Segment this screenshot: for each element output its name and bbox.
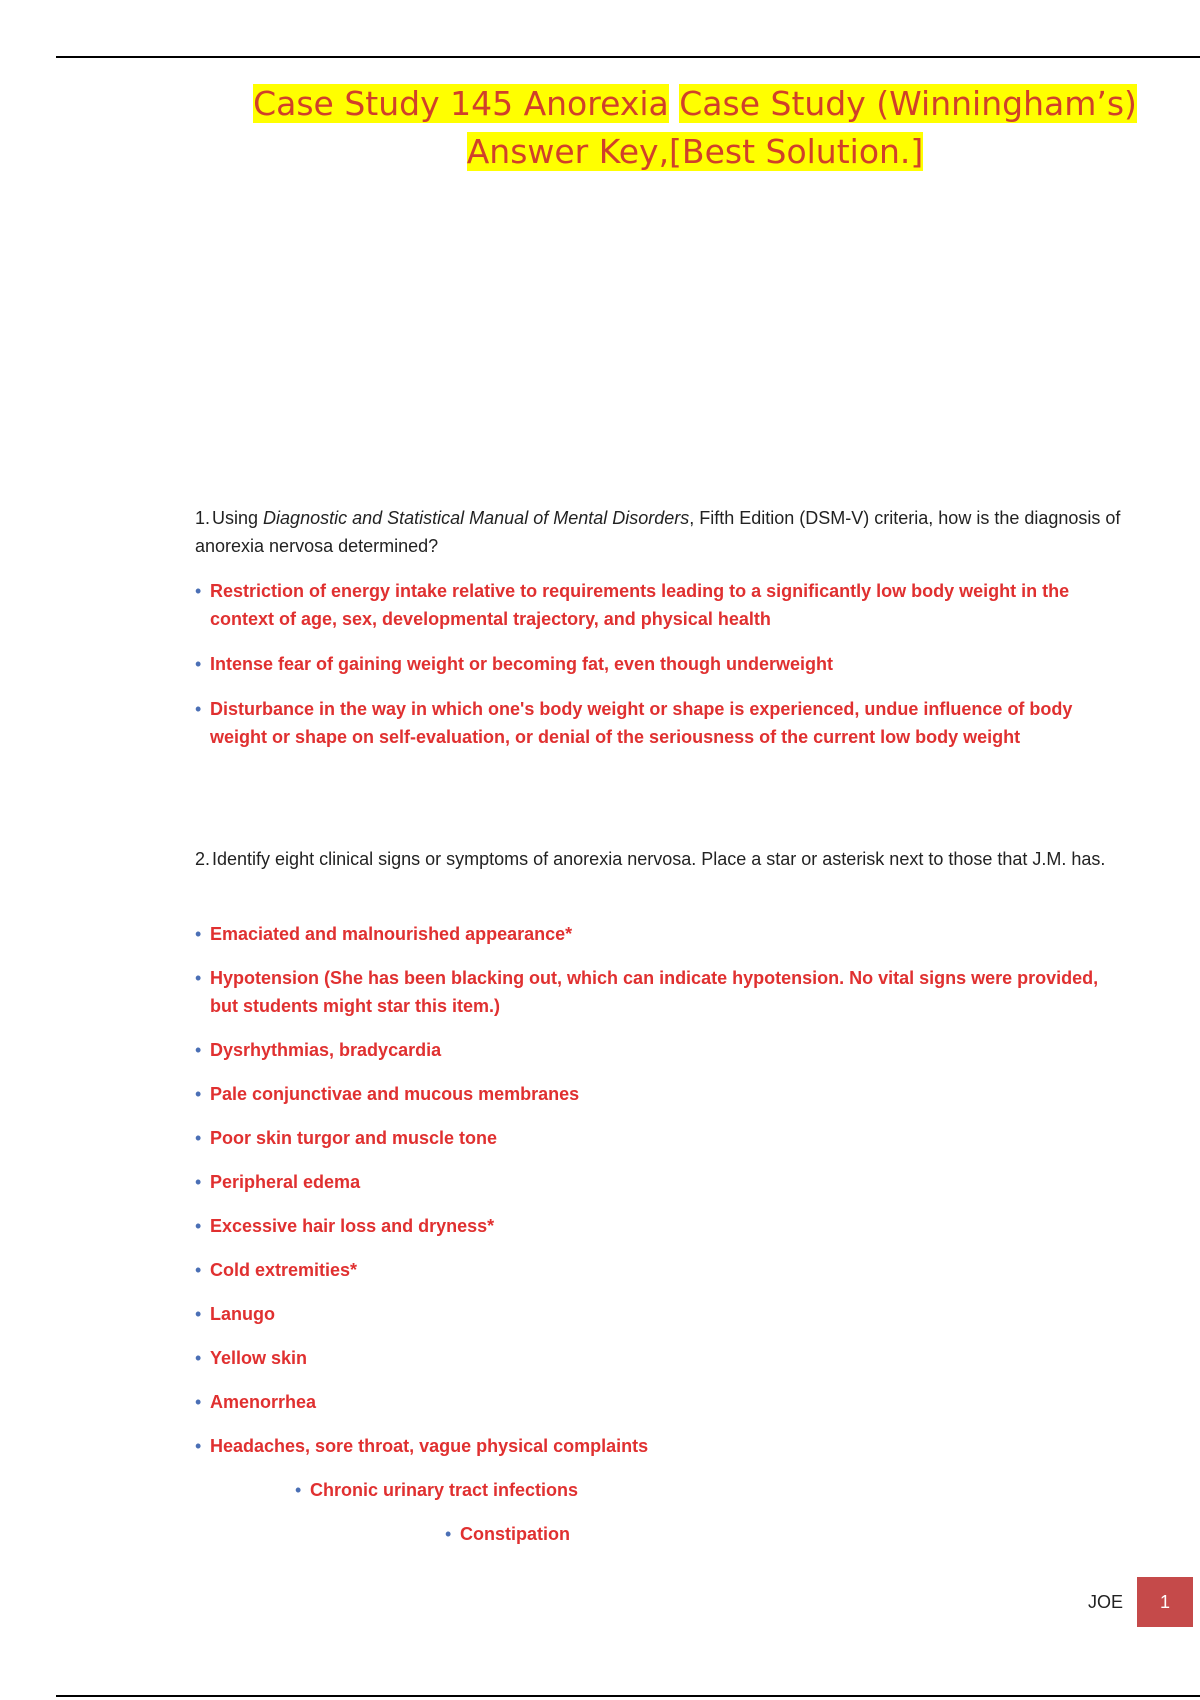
list-item bbox=[195, 1124, 1125, 1152]
list-item bbox=[195, 1036, 1125, 1064]
bullet-icon: • bbox=[195, 1216, 202, 1236]
bullet-icon: • bbox=[195, 1304, 202, 1324]
bullet-icon: • bbox=[195, 654, 202, 674]
bullet-icon: • bbox=[195, 924, 202, 944]
title-line1-part2: Case Study (Winningham’s) bbox=[679, 84, 1137, 123]
list-item bbox=[195, 577, 1125, 633]
bullet-icon: • bbox=[195, 968, 202, 988]
bottom-rule bbox=[56, 1695, 1200, 1697]
list-item bbox=[445, 1520, 1125, 1548]
answer-text: Disturbance in the way in which one's body weight or shape is experienced, undue influence of body weight or shape on self-evaluation, or denial of the seriousness of the current low body weight bbox=[210, 699, 1073, 747]
answer-text: Pale conjunctivae and mucous membranes bbox=[210, 1084, 580, 1104]
list-item bbox=[195, 920, 1125, 948]
bullet-icon: • bbox=[195, 1392, 202, 1412]
answer-text: Intense fear of gaining weight or becoming fat, even though underweight bbox=[210, 654, 834, 674]
answer-text: Peripheral edema bbox=[210, 1172, 361, 1192]
answer-text: Headaches, sore throat, vague physical complaints bbox=[210, 1436, 649, 1456]
bullet-icon: • bbox=[195, 699, 202, 719]
question-1-text-after: , Fifth Edition (DSM-V) criteria, how is the diagnosis of anorexia nervosa determined? bbox=[195, 508, 1121, 556]
list-item bbox=[195, 1388, 1125, 1416]
answer-text: Lanugo bbox=[210, 1304, 275, 1324]
bullet-icon: • bbox=[445, 1524, 452, 1544]
answer-text: Hypotension (She has been blacking out, which can indicate hypotension. No vital signs were provided, but students might star this item.) bbox=[210, 968, 1099, 1016]
list-item bbox=[295, 1476, 1125, 1504]
list-item bbox=[195, 1256, 1125, 1284]
question-1-text-italic: Diagnostic and Statistical Manual of Mental Disorders bbox=[263, 508, 690, 528]
answer-text: Chronic urinary tract infections bbox=[310, 1480, 579, 1500]
question-2-answers bbox=[195, 920, 1125, 1564]
answer-text: Cold extremities* bbox=[210, 1260, 358, 1280]
list-item bbox=[195, 1344, 1125, 1372]
list-item bbox=[195, 1168, 1125, 1196]
question-1-number: 1. bbox=[195, 508, 211, 528]
answer-text: Yellow skin bbox=[210, 1348, 308, 1368]
page-number-badge: 1 bbox=[1137, 1577, 1193, 1627]
answer-text: Excessive hair loss and dryness* bbox=[210, 1216, 495, 1236]
document-title bbox=[210, 80, 1180, 176]
list-item bbox=[195, 964, 1125, 1020]
answer-text: Constipation bbox=[460, 1524, 570, 1544]
answer-text: Restriction of energy intake relative to requirements leading to a significantly low body weight in the context of age, sex, developmental trajectory, and physical health bbox=[210, 581, 1070, 629]
list-item bbox=[195, 1432, 1125, 1460]
bullet-icon: • bbox=[195, 1348, 202, 1368]
question-1-answers bbox=[195, 577, 1125, 768]
bullet-icon: • bbox=[295, 1480, 302, 1500]
bullet-icon: • bbox=[195, 581, 202, 601]
answer-text: Dysrhythmias, bradycardia bbox=[210, 1040, 442, 1060]
bullet-icon: • bbox=[195, 1084, 202, 1104]
bullet-icon: • bbox=[195, 1260, 202, 1280]
answer-text: Emaciated and malnourished appearance* bbox=[210, 924, 573, 944]
answer-text: Poor skin turgor and muscle tone bbox=[210, 1128, 498, 1148]
list-item bbox=[195, 650, 1125, 678]
bullet-icon: • bbox=[195, 1040, 202, 1060]
title-line1-part1: Case Study 145 Anorexia bbox=[253, 84, 669, 123]
bullet-icon: • bbox=[195, 1128, 202, 1148]
bullet-icon: • bbox=[195, 1436, 202, 1456]
answer-text: Amenorrhea bbox=[210, 1392, 317, 1412]
question-1 bbox=[195, 504, 1140, 560]
list-item bbox=[195, 695, 1125, 751]
list-item bbox=[195, 1212, 1125, 1240]
list-item bbox=[195, 1080, 1125, 1108]
top-rule bbox=[56, 56, 1200, 58]
question-1-text-before: Using bbox=[212, 508, 264, 528]
question-2-number: 2. bbox=[195, 849, 211, 869]
title-line2: Answer Key,[Best Solution.] bbox=[466, 132, 924, 171]
list-item bbox=[195, 1300, 1125, 1328]
question-2 bbox=[195, 845, 1140, 873]
footer-author: JOE bbox=[1088, 1592, 1124, 1612]
bullet-icon: • bbox=[195, 1172, 202, 1192]
question-2-text: Identify eight clinical signs or symptoms of anorexia nervosa. Place a star or asterisk next to those that J.M. has. bbox=[212, 849, 1106, 869]
